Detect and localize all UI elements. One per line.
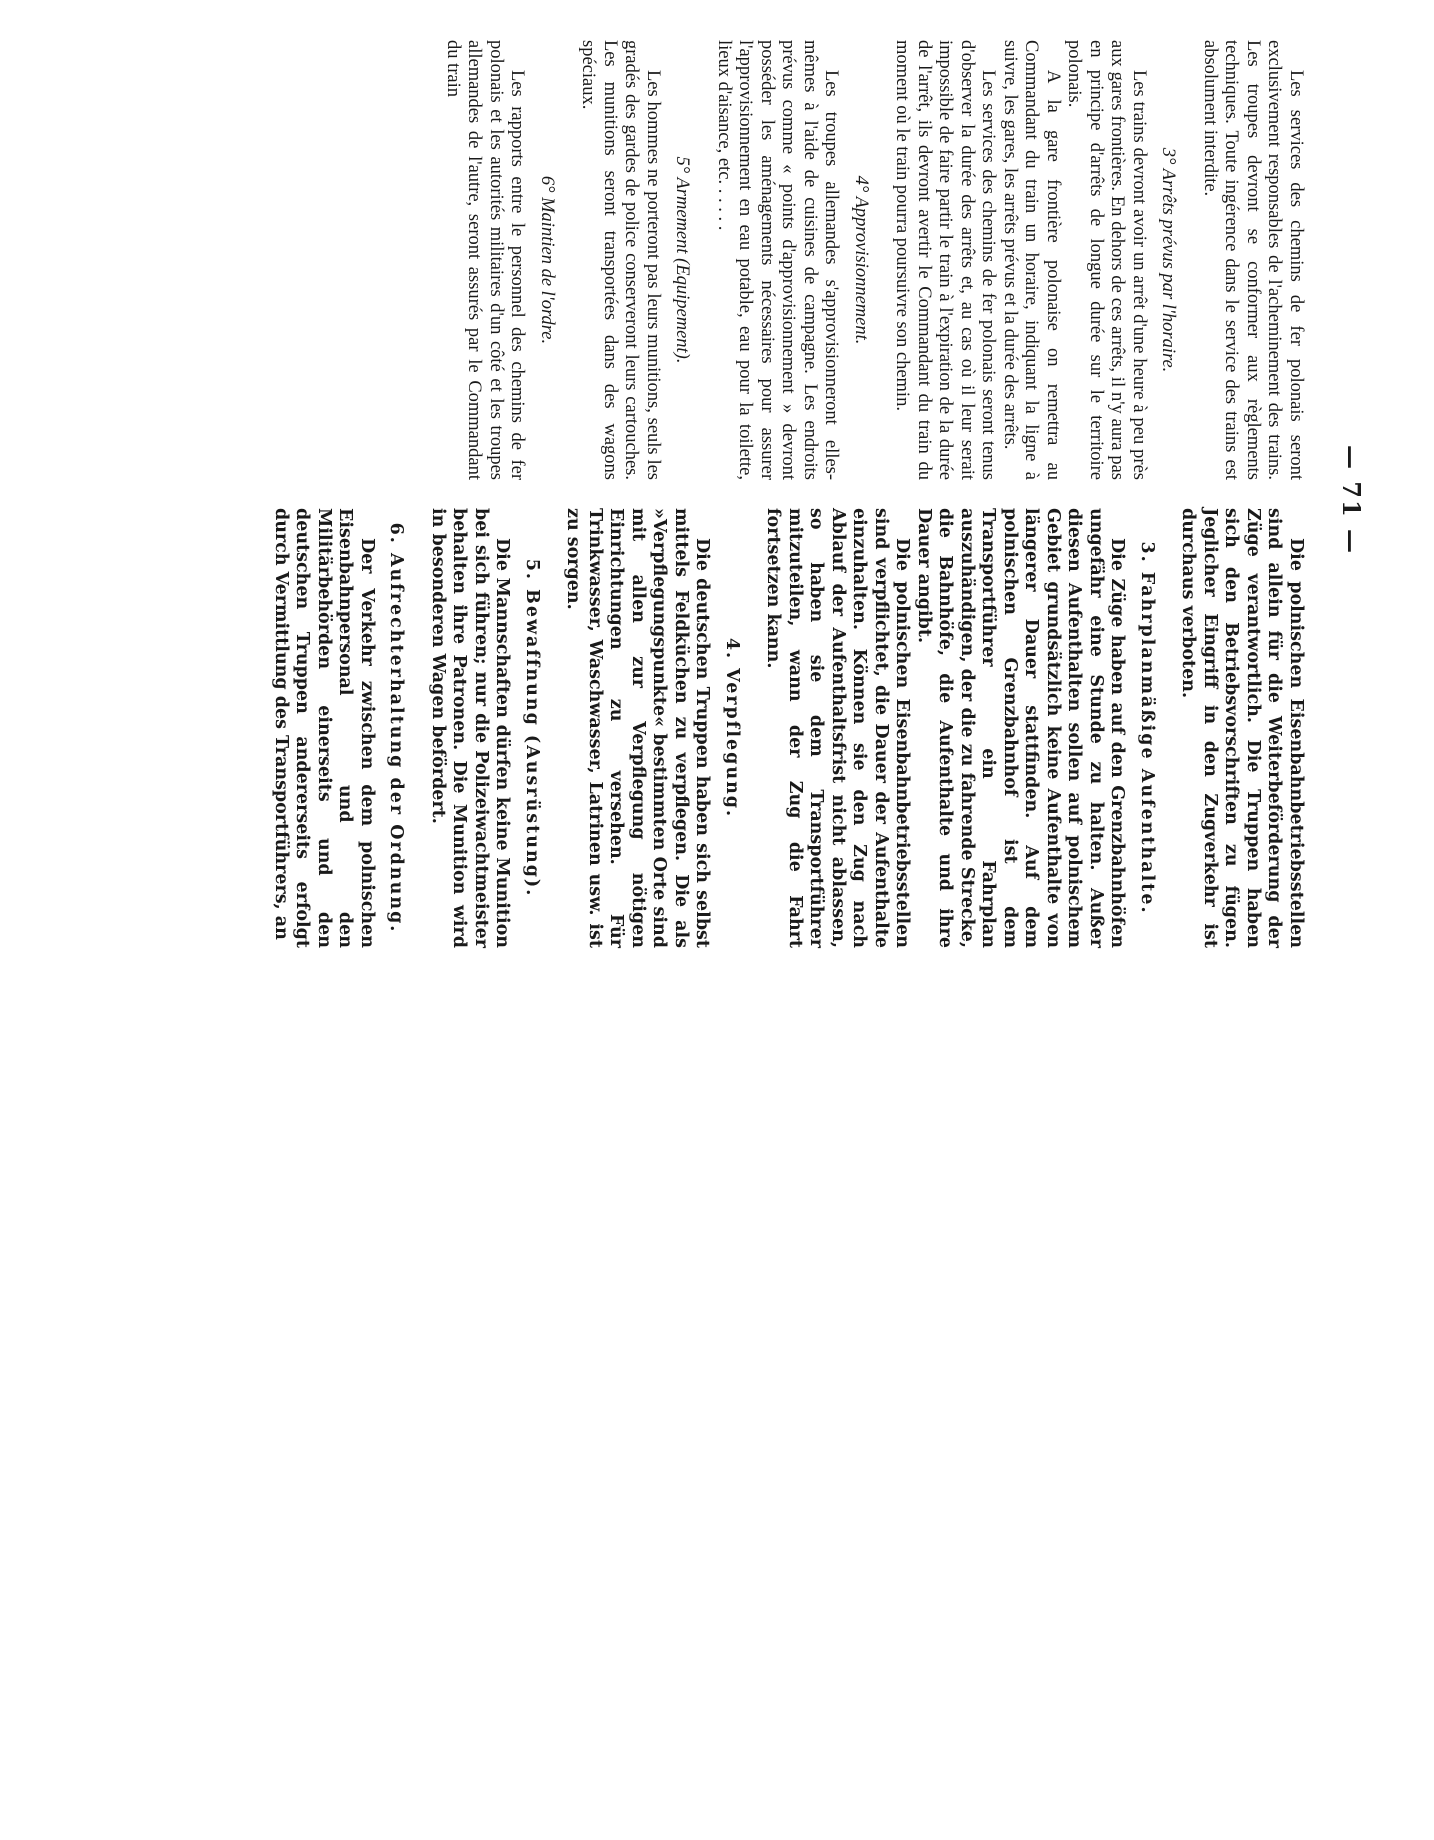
de-section-6 — [270, 508, 407, 948]
de-section-3 — [762, 508, 1157, 948]
fr-section-0 — [1199, 40, 1307, 480]
page-number: — 71 — — [1337, 444, 1366, 556]
fr-paragraph: Les services des chemins de fer polonais seront tenus d'observer la durée des arrêts et, au cas où il leur serait impossible de faire partir le train à l'expiration de la durée de l'arrêt, ils devront avertir le Commandant du train du moment où le train pourra poursuivre son chemin. — [892, 40, 999, 480]
de-section-heading: 5. Bewaffnung (Ausrüstung). — [522, 558, 542, 898]
fr-section-heading: 6° Maintien de l'ordre. — [537, 175, 557, 345]
fr-section-6 — [442, 40, 558, 480]
de-paragraph: Der Verkehr zwischen dem polnischen Eisenbahnpersonal und den Militärbehörden einerseits und den deutschen Truppen andererseits erfolgt durch Vermittlung des Transportführers, an — [271, 508, 377, 948]
de-paragraph: Die Züge haben auf den Grenzbahnhöfen ungefähr eine Stunde zu halten. Außer diesen Aufenthalten sollen auf polnischem Gebiet grundsätzlich keine Aufenthalte von längerer Dauer stattfinden. Auf dem polnischen Grenzbahnhof ist dem Transportführer ein Fahrplan auszuhändigen, der die zu fahrende Strecke, die Bahnhöfe, die Aufenthalte und ihre Dauer angibt. — [914, 508, 1128, 948]
fr-section-heading: 4° Approvisionnement. — [851, 175, 871, 345]
de-paragraph: Die Mannschaften dürfen keine Munition bei sich führen; nur die Polizeiwachtmeister behalten ihre Patronen. Die Munition wird in besonderen Wagen befördert. — [428, 508, 513, 948]
de-section-heading: 4. Verpflegung. — [722, 637, 742, 819]
fr-paragraph: A la gare frontière polonaise on remettra au Commandant du train un horaire, indiquant la ligne à suivre, les gares, les arrêts prévus et la durée des arrêts. — [1000, 40, 1063, 480]
fr-paragraph: Les trains devront avoir un arrêt d'une heure à peu près aux gares frontières. En dehors de ces arrêts, il n'y aura pas en principe d'arrêts de longue durée sur le territoire polonais. — [1064, 40, 1149, 480]
de-paragraph: Die deutschen Truppen haben sich selbst mittels Feldküchen zu verpflegen. Die als »Verpflegungspunkte« bestimmten Orte sind mit allen zur Verpflegung nötigen Einrichtungen zu versehen. Für Trinkwasser, Waschwasser, Latrinen usw. ist zu sorgen. — [563, 508, 713, 948]
fr-section-4 — [713, 40, 872, 480]
de-section-heading: 6. Aufrechterhaltung der Ordnung. — [386, 522, 407, 934]
fr-paragraph: Les hommes ne porteront pas leurs munitions, seuls les gradés des gardes de police conserveront leurs cartouches. Les munitions seront transportées dans des wagons spéciaux. — [578, 40, 663, 480]
fr-paragraph: Les rapports entre le personnel des chemins de fer polonais et les autorités militaires d'un côté et les troupes allemandes de l'autre, seront assurés par le Commandant du train — [443, 40, 528, 480]
de-paragraph: Die polnischen Eisenbahnbetriebsstellen sind verpflichtet, die Dauer der Aufenthalte einzuhalten. Können sie den Zug nach Ablauf der Aufenthaltsfrist nicht ablassen, so haben sie dem Transportführer mitzuteilen, wann der Zug die Fahrt fortsetzen kann. — [763, 508, 913, 948]
fr-section-3 — [891, 40, 1179, 480]
fr-section-heading: 5° Armement (Equipement). — [672, 156, 693, 364]
fr-section-heading: 3° Arrêts prévus par l'horaire. — [1158, 147, 1179, 373]
french-column — [442, 40, 1307, 480]
fr-paragraph: Les troupes allemandes s'approvisionneront elles-mêmes à l'aide de cuisines de campagne. Les endroits prévus comme « points d'approvisionnement » devront posséder les aménagements nécessaires pour assurer l'approvisionnement en eau potable, eau pour la toilette, lieux d'aisance, etc. . . . . . — [714, 40, 842, 480]
de-section-0 — [1177, 508, 1306, 948]
fr-paragraph: Les services des chemins de fer polonais seront exclusivement responsables de l'acheminement des trains. Les troupes devront se conformer aux règlements techniques. Toute ingérence dans le service des trains est absolument interdite. — [1200, 40, 1306, 480]
german-column — [270, 508, 1307, 948]
fr-section-5 — [577, 40, 693, 480]
de-section-4 — [562, 508, 742, 948]
de-paragraph: Die polnischen Eisenbahnbetriebsstellen sind allein für die Weiterbeförderung der Züge verantwortlich. Die Truppen haben sich den Betriebsvorschriften zu fügen. Jeglicher Eingriff in den Zugverkehr ist durchaus verboten. — [1178, 508, 1306, 948]
de-section-5 — [427, 508, 543, 948]
de-section-heading: 3. Fahrplanmäßige Aufenthalte. — [1137, 541, 1157, 915]
